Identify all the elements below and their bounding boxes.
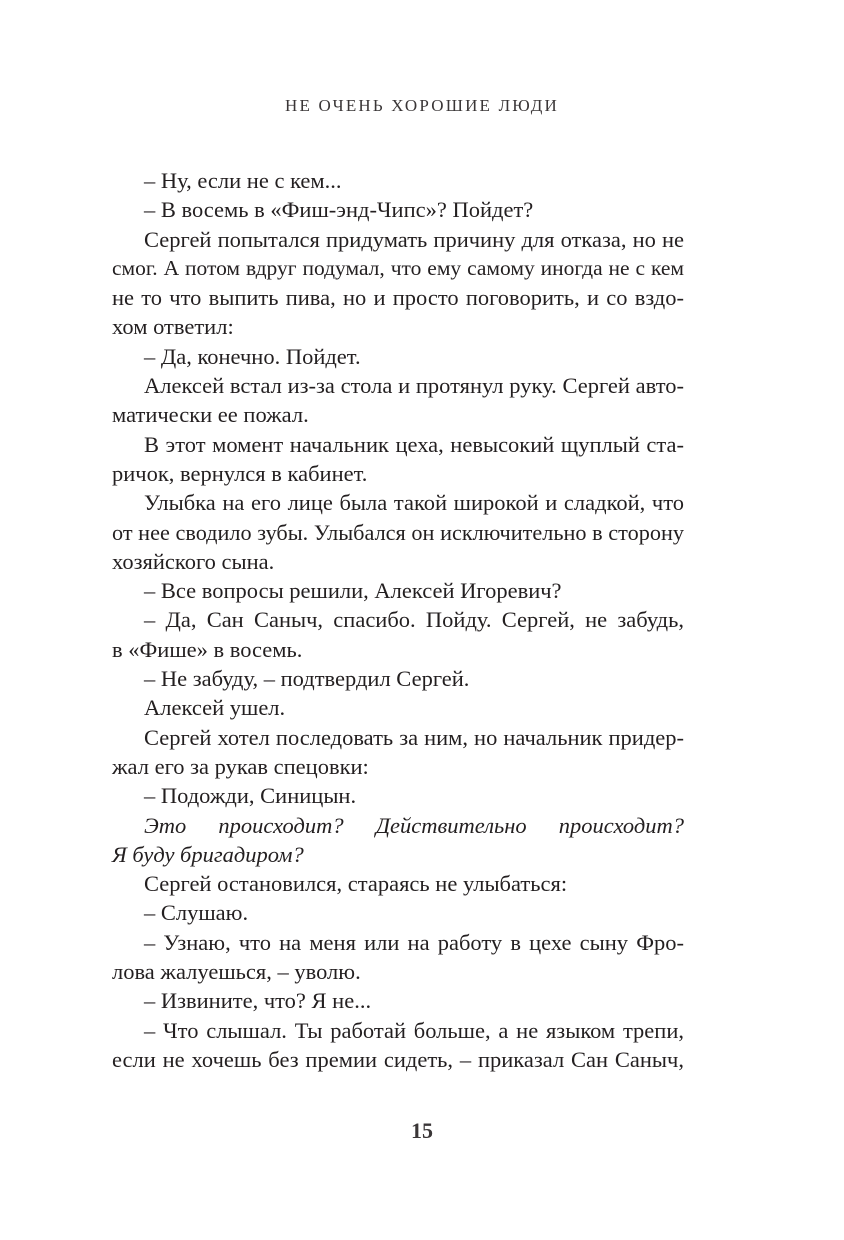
- text-line: матически ее пожал.: [112, 402, 309, 428]
- text-line: – Да, Сан Саныч, спасибо. Пойду. Сергей, не забудь,: [144, 607, 684, 633]
- text-line: ричок, вернулся в кабинет.: [112, 460, 368, 486]
- text-line: – Да, конечно. Пойдет.: [144, 343, 361, 369]
- text-line: жал его за рукав спецовки:: [112, 753, 369, 779]
- text-line: Сергей попытался придумать причину для отказа, но не: [144, 226, 684, 252]
- text-line: смог. А потом вдруг подумал, что ему самому иногда не с кем: [112, 255, 684, 280]
- text-line: В этот момент начальник цеха, невысокий щуплый ста-: [144, 431, 684, 457]
- text-line: от нее сводило зубы. Улыбался он исключительно в сторону: [112, 519, 684, 545]
- text-line: если не хочешь без премии сидеть, – приказал Сан Саныч,: [112, 1046, 684, 1072]
- page-number: 15: [411, 1118, 433, 1143]
- running-head: НЕ ОЧЕНЬ ХОРОШИЕ ЛЮДИ: [285, 96, 559, 115]
- text-line: – Узнаю, что на меня или на работу в цехе сыну Фро-: [144, 929, 684, 955]
- text-line: лова жалуешься, – уволю.: [112, 959, 361, 985]
- text-line: не то что выпить пива, но и просто поговорить, и со вздо-: [112, 285, 684, 311]
- text-line: в «Фише» в восемь.: [112, 636, 303, 662]
- text-line: – Извините, что? Я не...: [144, 988, 372, 1014]
- text-line: – Не забуду, – подтвердил Сергей.: [144, 666, 470, 692]
- italic-text-line: Это происходит? Действительно происходит?: [144, 812, 684, 838]
- text-line: хом ответил:: [112, 314, 234, 340]
- text-line: – Все вопросы решили, Алексей Игоревич?: [144, 578, 562, 604]
- text-line: – Ну, если не с кем...: [144, 168, 342, 193]
- text-line: – Слушаю.: [144, 900, 249, 926]
- body-text: [112, 166, 684, 1074]
- italic-text-line: Я буду бригадиром?: [112, 841, 304, 867]
- text-line: Алексей встал из-за стола и протянул руку. Сергей авто-: [144, 373, 684, 399]
- text-line: Алексей ушел.: [144, 695, 286, 721]
- text-line: хозяйского сына.: [112, 548, 275, 574]
- text-line: Сергей остановился, стараясь не улыбаться:: [144, 871, 568, 897]
- text-line: Сергей хотел последовать за ним, но начальник придер-: [144, 724, 684, 750]
- text-line: – В восемь в «Фиш-энд-Чипс»? Пойдет?: [144, 197, 534, 223]
- text-line: – Подожди, Синицын.: [144, 783, 357, 809]
- text-line: Улыбка на его лице была такой широкой и сладкой, что: [144, 490, 684, 516]
- text-line: – Что слышал. Ты работай больше, а не языком трепи,: [144, 1017, 684, 1043]
